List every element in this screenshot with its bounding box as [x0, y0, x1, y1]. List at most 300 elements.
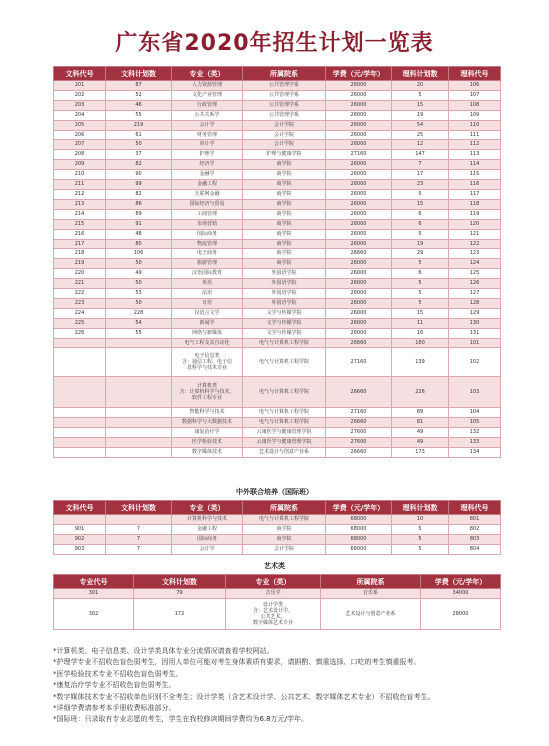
main-row — [54, 298, 501, 308]
main-cell: 外国语学院 — [243, 279, 326, 289]
main-cell: 26000 — [326, 298, 392, 308]
main-cell: 48 — [106, 229, 172, 239]
main-cell: 15 — [392, 308, 449, 318]
main-cell: 金融学 — [172, 170, 243, 180]
main-cell: 7 — [392, 160, 449, 170]
main-cell: 112 — [449, 140, 501, 150]
main-cell: 124 — [449, 259, 501, 269]
main-cell: 216 — [54, 229, 106, 239]
main-cell: 电气工程及其自动化 — [172, 338, 243, 348]
main-cell: 29 — [392, 249, 449, 259]
main-cell: 130 — [449, 318, 501, 328]
intl-cell: 68000 — [326, 544, 392, 554]
main-cell: 17 — [392, 170, 449, 180]
main-cell: 云康医学与健康管理学院 — [243, 428, 326, 438]
art-section-title: 艺术类 — [264, 562, 285, 570]
intl-cell: 5 — [392, 524, 449, 534]
main-cell: 计算机类 含：计算机科学与技术、 软件工程专业 — [172, 377, 243, 408]
main-cell: 会计学院 — [243, 130, 326, 140]
main-cell: 82 — [106, 160, 172, 170]
intl-cell: 68000 — [326, 515, 392, 525]
main-cell: 87 — [106, 81, 172, 91]
main-cell: 5 — [392, 259, 449, 269]
main-cell: 26000 — [326, 140, 392, 150]
main-cell: 202 — [54, 90, 106, 100]
main-cell: 6 — [392, 219, 449, 229]
main-cell: 国际商务 — [172, 229, 243, 239]
main-cell: 101 — [449, 338, 501, 348]
main-cell: 133 — [449, 438, 501, 448]
main-cell: 电气与计算机工程学院 — [243, 418, 326, 428]
page-title: 广东省2020年招生计划一览表 — [115, 31, 434, 56]
main-cell: 214 — [54, 209, 106, 219]
main-cell: 206 — [54, 130, 106, 140]
main-plan-table — [53, 66, 501, 458]
main-cell: 132 — [449, 428, 501, 438]
main-cell: 46 — [106, 100, 172, 110]
main-cell: 37 — [106, 150, 172, 160]
art-cell: 28000 — [421, 598, 501, 629]
main-cell: 128 — [449, 298, 501, 308]
main-cell: 55 — [106, 110, 172, 120]
main-cell: 旅游管理 — [172, 259, 243, 269]
main-cell: 147 — [392, 150, 449, 160]
main-cell — [106, 428, 172, 438]
main-row — [54, 130, 501, 140]
main-cell: 219 — [54, 259, 106, 269]
main-cell: 82 — [106, 189, 172, 199]
main-cell: 外国语学院 — [243, 269, 326, 279]
main-cell: 26000 — [326, 219, 392, 229]
art-header-4: 学费（元/学年） — [421, 575, 501, 589]
intl-cell: 68000 — [326, 524, 392, 534]
main-row — [54, 289, 501, 299]
main-cell: 210 — [54, 170, 106, 180]
main-cell: 116 — [449, 180, 501, 190]
main-cell: 26660 — [326, 448, 392, 458]
intl-cell: 金融工程 — [172, 524, 243, 534]
intl-cell: 901 — [54, 524, 106, 534]
footnote-item: *医学检验技术专业不招收色盲色弱考生。 — [53, 669, 183, 678]
main-cell: 公共关系学 — [172, 110, 243, 120]
main-cell: 26000 — [326, 209, 392, 219]
main-cell — [54, 338, 106, 348]
main-cell: 金融工程 — [172, 180, 243, 190]
main-cell: 电子信息类 含：通信工程、电子信 息科学与技术专业 — [172, 348, 243, 377]
main-cell: 26000 — [326, 100, 392, 110]
main-cell: 115 — [449, 170, 501, 180]
main-row — [54, 239, 501, 249]
main-cell: 220 — [54, 269, 106, 279]
main-cell: 55 — [106, 328, 172, 338]
main-cell: 204 — [54, 110, 106, 120]
intl-cell: 903 — [54, 544, 106, 554]
main-row — [54, 448, 501, 458]
main-cell: 艺术设计与创意产业系 — [243, 448, 326, 458]
art-cell: 79 — [134, 589, 226, 599]
main-row — [54, 110, 501, 120]
main-cell: 111 — [449, 130, 501, 140]
main-cell: 商学院 — [243, 239, 326, 249]
main-cell: 122 — [449, 239, 501, 249]
main-cell: 26660 — [326, 418, 392, 428]
main-row — [54, 90, 501, 100]
main-cell: 26000 — [326, 130, 392, 140]
main-header-4: 学费（元/学年） — [326, 67, 392, 81]
main-cell: 商学院 — [243, 160, 326, 170]
main-row — [54, 318, 501, 328]
main-cell: 汉语言文学 — [172, 308, 243, 318]
main-cell: 商学院 — [243, 170, 326, 180]
main-cell — [54, 377, 106, 408]
main-cell: 电气与计算机工程学院 — [243, 338, 326, 348]
footnote-item: *康复治疗学专业不招收色盲色弱考生。 — [53, 681, 176, 690]
intl-section-title: 中外联合培养（国际班） — [236, 488, 313, 496]
intl-header-4: 学费（元/学年） — [326, 501, 392, 515]
main-cell: 护理学 — [172, 150, 243, 160]
intl-cell: 10 — [392, 515, 449, 525]
main-cell: 223 — [54, 298, 106, 308]
art-cell: 音乐学 — [226, 589, 321, 599]
main-row — [54, 438, 501, 448]
main-cell: 50 — [106, 259, 172, 269]
main-cell: 50 — [106, 279, 172, 289]
main-cell: 5 — [392, 229, 449, 239]
main-cell: 物流管理 — [172, 239, 243, 249]
main-cell: 205 — [54, 120, 106, 130]
main-cell: 5 — [392, 90, 449, 100]
main-row — [54, 209, 501, 219]
main-row — [54, 160, 501, 170]
main-cell: 61 — [106, 130, 172, 140]
main-cell: 公共管理学系 — [243, 81, 326, 91]
main-cell: 49 — [106, 269, 172, 279]
intl-header-2: 专业（类） — [172, 501, 243, 515]
main-cell: 工商管理 — [172, 209, 243, 219]
main-cell: 16 — [392, 328, 449, 338]
main-header-3: 所属院系 — [243, 67, 326, 81]
main-cell: 26000 — [326, 259, 392, 269]
main-cell: 86 — [106, 199, 172, 209]
main-cell: 康复治疗学 — [172, 428, 243, 438]
main-cell: 26000 — [326, 90, 392, 100]
main-cell: 201 — [54, 81, 106, 91]
main-cell: 180 — [392, 338, 449, 348]
footnote-item: *计算机类、电子信息类、设计学类具体专业分流情况请查看学校网站。 — [53, 647, 274, 655]
main-cell: 213 — [54, 199, 106, 209]
intl-row — [54, 515, 501, 525]
main-cell: 审计学 — [172, 140, 243, 150]
main-cell: 109 — [449, 110, 501, 120]
main-cell: 商学院 — [243, 249, 326, 259]
main-cell: 国际经济与贸易 — [172, 199, 243, 209]
main-row — [54, 408, 501, 418]
main-cell: 11 — [392, 318, 449, 328]
main-cell: 27600 — [326, 428, 392, 438]
main-cell: 53 — [106, 289, 172, 299]
art-cell: 172 — [134, 598, 226, 629]
intl-header-3: 所属院系 — [243, 501, 326, 515]
main-cell: 19 — [392, 110, 449, 120]
main-cell: 外国语学院 — [243, 289, 326, 299]
main-cell: 互联网金融 — [172, 189, 243, 199]
main-cell: 商学院 — [243, 259, 326, 269]
main-cell: 商学院 — [243, 180, 326, 190]
main-cell: 市场营销 — [172, 219, 243, 229]
main-row — [54, 199, 501, 209]
art-row — [54, 589, 501, 599]
main-cell: 26000 — [326, 110, 392, 120]
main-row — [54, 259, 501, 269]
main-cell: 131 — [449, 328, 501, 338]
main-cell: 行政管理 — [172, 100, 243, 110]
main-cell: 外国语学院 — [243, 298, 326, 308]
main-cell: 6 — [392, 269, 449, 279]
main-cell: 26660 — [326, 249, 392, 259]
main-cell: 114 — [449, 160, 501, 170]
main-cell: 汉语国际教育 — [172, 269, 243, 279]
main-cell: 226 — [54, 328, 106, 338]
main-cell: 215 — [54, 219, 106, 229]
main-cell: 新闻学 — [172, 318, 243, 328]
main-cell: 120 — [449, 219, 501, 229]
main-cell: 数据科学与大数据技术 — [172, 418, 243, 428]
main-cell: 6 — [392, 209, 449, 219]
main-cell: 23 — [392, 180, 449, 190]
main-cell: 27160 — [326, 348, 392, 377]
main-cell: 电气与计算机工程学院 — [243, 408, 326, 418]
main-cell: 49 — [392, 428, 449, 438]
main-cell: 智能科学与技术 — [172, 408, 243, 418]
main-cell: 26000 — [326, 279, 392, 289]
main-cell: 224 — [54, 308, 106, 318]
footnote-item: *详细学费请参考本手册收费标准部分。 — [53, 704, 176, 713]
main-header-0: 文科代号 — [54, 67, 106, 81]
main-cell — [54, 448, 106, 458]
main-cell — [54, 408, 106, 418]
main-row — [54, 428, 501, 438]
main-cell: 公共管理学系 — [243, 100, 326, 110]
main-cell: 104 — [449, 408, 501, 418]
main-cell: 云康医学与健康管理学院 — [243, 438, 326, 448]
main-cell — [54, 428, 106, 438]
intl-cell: 902 — [54, 534, 106, 544]
main-cell: 26660 — [326, 377, 392, 408]
main-cell: 26660 — [326, 338, 392, 348]
main-cell: 90 — [106, 170, 172, 180]
main-row — [54, 269, 501, 279]
main-cell: 127 — [449, 289, 501, 299]
main-cell: 212 — [54, 189, 106, 199]
main-cell: 公共管理学系 — [243, 90, 326, 100]
main-row — [54, 140, 501, 150]
main-cell: 26000 — [326, 81, 392, 91]
art-header-1: 文科计划数 — [134, 575, 226, 589]
main-cell — [106, 348, 172, 377]
main-cell — [106, 448, 172, 458]
main-cell — [106, 438, 172, 448]
main-cell: 49 — [392, 438, 449, 448]
intl-cell: 会计学院 — [243, 544, 326, 554]
main-cell: 89 — [392, 408, 449, 418]
main-cell: 5 — [392, 298, 449, 308]
main-cell: 103 — [449, 377, 501, 408]
main-cell: 208 — [54, 150, 106, 160]
main-cell: 218 — [54, 249, 106, 259]
intl-header-0: 文科代号 — [54, 501, 106, 515]
main-header-1: 文科计划数 — [106, 67, 172, 81]
main-cell: 217 — [54, 239, 106, 249]
intl-header-1: 文科计划数 — [106, 501, 172, 515]
main-row — [54, 150, 501, 160]
main-row — [54, 348, 501, 377]
main-cell: 110 — [449, 120, 501, 130]
main-cell: 207 — [54, 140, 106, 150]
main-cell: 26000 — [326, 170, 392, 180]
main-cell: 网络与新媒体 — [172, 328, 243, 338]
main-cell — [106, 338, 172, 348]
intl-row — [54, 544, 501, 554]
main-cell: 数字媒体技术 — [172, 448, 243, 458]
art-plan-table — [53, 574, 501, 630]
main-row — [54, 180, 501, 190]
main-row — [54, 418, 501, 428]
main-cell: 20 — [392, 81, 449, 91]
art-cell: 302 — [54, 598, 134, 629]
main-cell: 27600 — [326, 438, 392, 448]
main-row — [54, 279, 501, 289]
main-row — [54, 189, 501, 199]
main-cell: 会计学 — [172, 120, 243, 130]
main-cell: 126 — [449, 279, 501, 289]
main-cell: 225 — [54, 318, 106, 328]
main-cell: 221 — [54, 279, 106, 289]
main-cell: 139 — [392, 348, 449, 377]
main-cell: 81 — [392, 418, 449, 428]
art-cell: 301 — [54, 589, 134, 599]
intl-cell: 68000 — [326, 534, 392, 544]
main-cell: 52 — [106, 90, 172, 100]
intl-cell: 5 — [392, 544, 449, 554]
main-cell: 107 — [449, 90, 501, 100]
intl-cell: 商学院 — [243, 534, 326, 544]
footnote-item: *护理学专业不招收色盲色弱考生，因用人单位可能对考生身体素质有要求，请斟酌、慎重选择、口吃的考生慎重报考。 — [53, 658, 421, 667]
main-cell: 105 — [449, 418, 501, 428]
main-cell: 会计学院 — [243, 140, 326, 150]
main-cell: 商学院 — [243, 199, 326, 209]
footnotes — [53, 646, 513, 726]
main-cell: 106 — [449, 81, 501, 91]
main-cell: 27160 — [326, 150, 392, 160]
main-cell: 5 — [392, 289, 449, 299]
main-cell: 80 — [106, 239, 172, 249]
main-cell: 26000 — [326, 180, 392, 190]
main-cell: 26000 — [326, 120, 392, 130]
main-cell: 经济学 — [172, 160, 243, 170]
main-cell: 公共管理学系 — [243, 110, 326, 120]
main-cell: 222 — [54, 289, 106, 299]
art-header-0: 专业代号 — [54, 575, 134, 589]
main-cell — [54, 438, 106, 448]
main-cell: 209 — [54, 160, 106, 170]
main-cell: 99 — [106, 180, 172, 190]
main-cell: 19 — [392, 239, 449, 249]
main-cell: 26000 — [326, 328, 392, 338]
main-cell: 121 — [449, 229, 501, 239]
main-cell: 108 — [449, 100, 501, 110]
main-cell: 26000 — [326, 239, 392, 249]
main-cell: 134 — [449, 448, 501, 458]
main-cell: 5 — [392, 189, 449, 199]
main-cell: 15 — [392, 100, 449, 110]
main-cell: 219 — [106, 120, 172, 130]
intl-row — [54, 534, 501, 544]
main-cell: 会计学院 — [243, 120, 326, 130]
main-cell: 125 — [449, 269, 501, 279]
main-row — [54, 120, 501, 130]
intl-cell: 5 — [392, 534, 449, 544]
main-cell: 211 — [54, 180, 106, 190]
main-cell — [106, 418, 172, 428]
art-header-3: 所属院系 — [321, 575, 421, 589]
art-cell: 艺术设计与创意产业系 — [321, 598, 421, 629]
main-cell: 26000 — [326, 308, 392, 318]
main-cell: 26000 — [326, 318, 392, 328]
main-cell: 54 — [106, 318, 172, 328]
intl-cell — [106, 515, 172, 525]
intl-cell: 计算机科学与技术 — [172, 515, 243, 525]
intl-cell: 电气与计算机工程学院 — [243, 515, 326, 525]
main-cell: 129 — [449, 308, 501, 318]
intl-row — [54, 524, 501, 534]
main-row — [54, 100, 501, 110]
art-cell: 设计学类 含：艺术设计学、 公共艺术、 数字媒体艺术专业 — [226, 598, 321, 629]
main-cell: 91 — [106, 219, 172, 229]
main-cell: 文学与传媒学院 — [243, 328, 326, 338]
main-cell: 27160 — [326, 408, 392, 418]
main-cell: 26000 — [326, 269, 392, 279]
main-cell — [54, 418, 106, 428]
main-cell: 54 — [392, 120, 449, 130]
main-row — [54, 229, 501, 239]
main-cell: 106 — [106, 249, 172, 259]
intl-cell: 会计学 — [172, 544, 243, 554]
main-header-5: 理科计划数 — [392, 67, 449, 81]
main-cell — [106, 408, 172, 418]
main-header-2: 专业（类） — [172, 67, 243, 81]
main-cell: 电气与计算机工程学院 — [243, 348, 326, 377]
art-row — [54, 598, 501, 629]
intl-header-6: 理科代号 — [449, 501, 501, 515]
art-cell: 34000 — [421, 589, 501, 599]
footnote-item: *国际班：只录取有专业志愿的考生，学生在我校修读期间学费均为6.8万元/学年。 — [53, 715, 308, 724]
main-cell: 123 — [449, 249, 501, 259]
main-cell: 法语 — [172, 289, 243, 299]
main-cell: 日语 — [172, 298, 243, 308]
art-header-2: 专业（类） — [226, 575, 321, 589]
intl-cell: 801 — [449, 515, 501, 525]
main-cell: 89 — [106, 209, 172, 219]
main-cell: 228 — [106, 308, 172, 318]
main-header-6: 理科代号 — [449, 67, 501, 81]
main-cell: 26000 — [326, 189, 392, 199]
main-cell: 226 — [392, 377, 449, 408]
main-cell: 护理与健康学院 — [243, 150, 326, 160]
main-cell: 26000 — [326, 289, 392, 299]
main-cell — [106, 377, 172, 408]
main-cell: 50 — [106, 298, 172, 308]
main-cell: 173 — [392, 448, 449, 458]
